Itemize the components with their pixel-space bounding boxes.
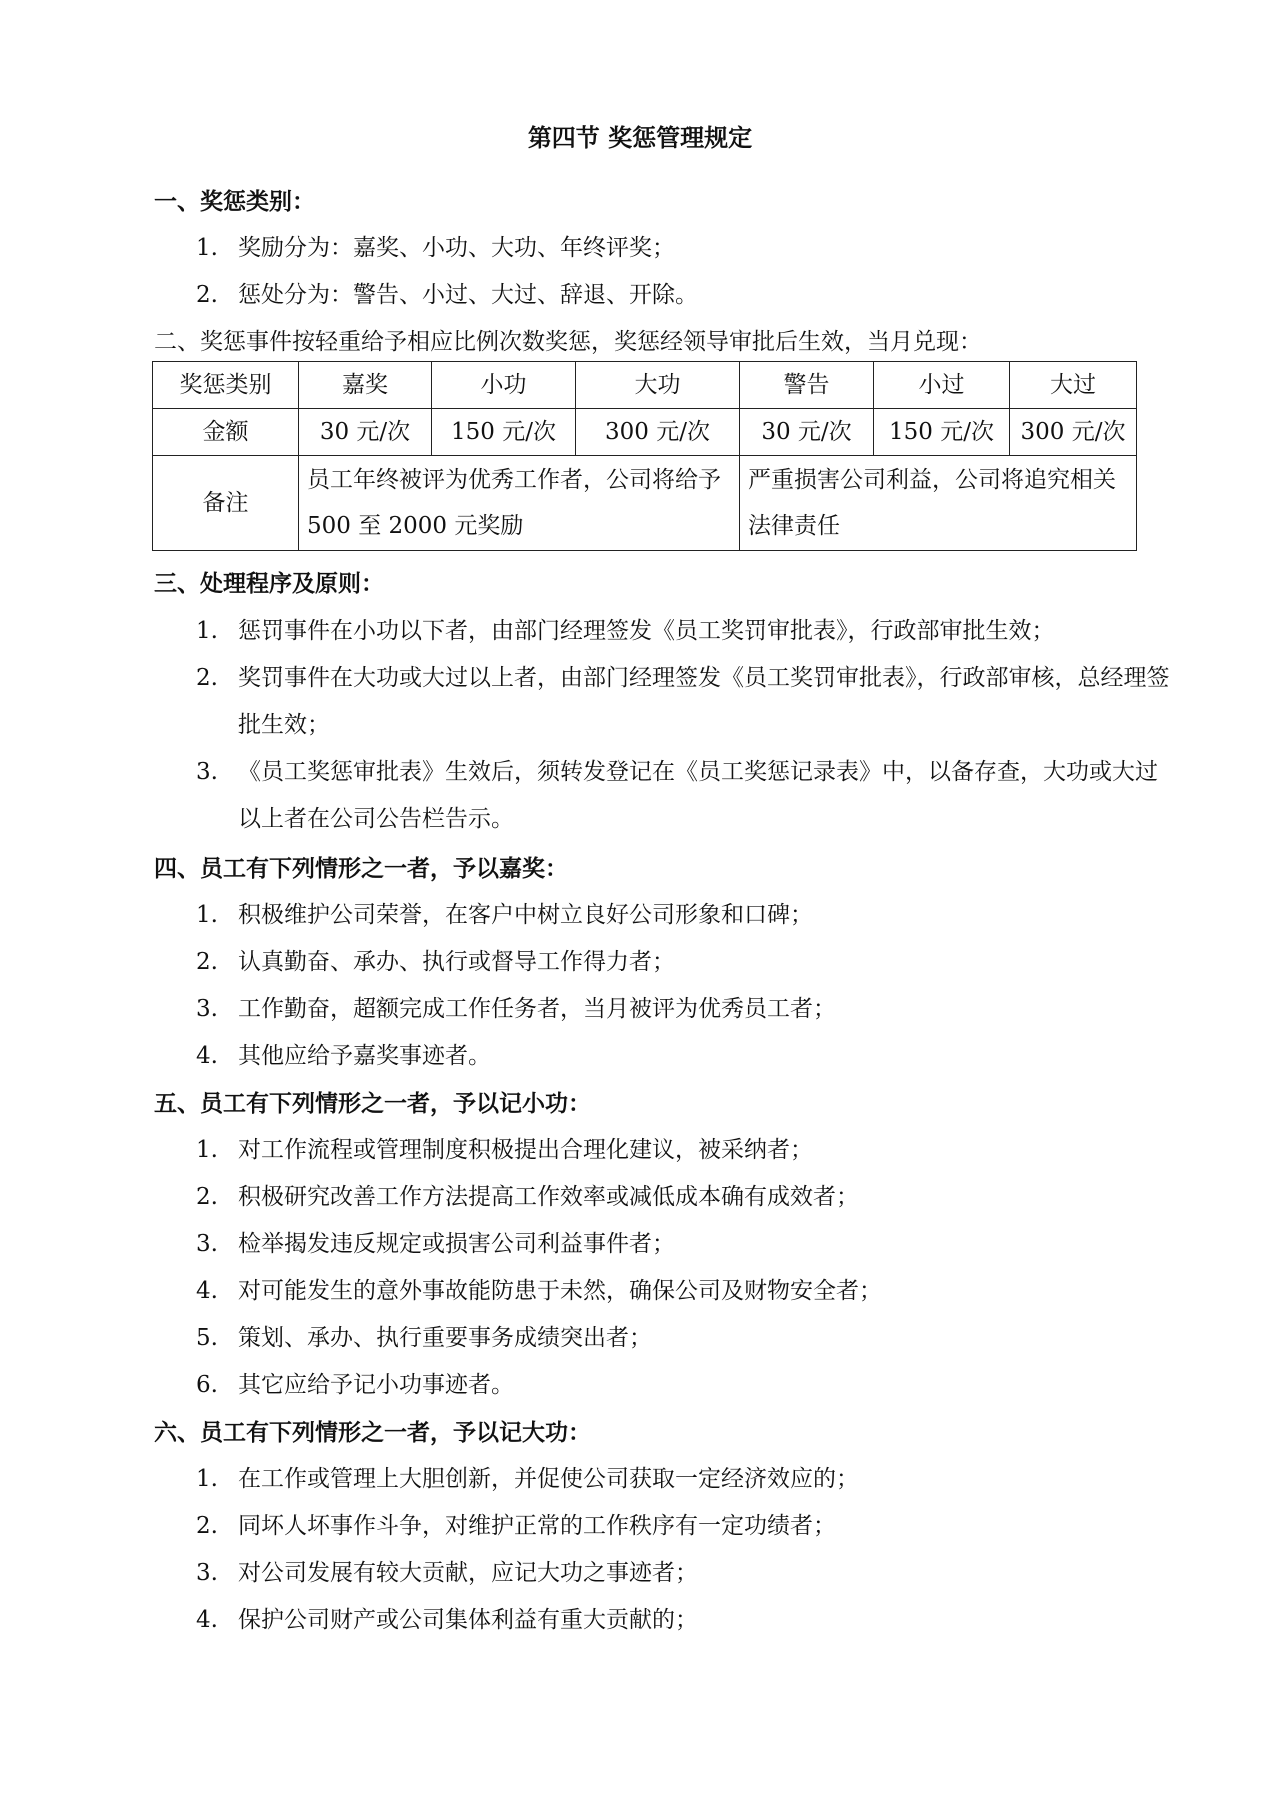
amount-cell: 150 元/次 xyxy=(432,409,576,456)
table-header-cell: 大功 xyxy=(576,362,740,409)
row-label: 备注 xyxy=(153,456,299,551)
row-label: 金额 xyxy=(153,409,299,456)
list-item xyxy=(196,1503,1176,1550)
item-number: 3. xyxy=(196,759,218,785)
amount-cell: 30 元/次 xyxy=(299,409,432,456)
reward-penalty-table xyxy=(152,361,1137,551)
list-item xyxy=(196,608,1176,655)
item-text: 对工作流程或管理制度积极提出合理化建议，被采纳者； xyxy=(238,1137,813,1163)
table-header-cell: 小功 xyxy=(432,362,576,409)
note-penalty-cell: 严重损害公司利益，公司将追究相关法律责任 xyxy=(740,456,1137,551)
list-item xyxy=(196,1033,1176,1080)
list-item xyxy=(196,1268,1176,1315)
list-item xyxy=(196,749,1176,843)
item-number: 5. xyxy=(196,1325,218,1351)
item-text: 在工作或管理上大胆创新，并促使公司获取一定经济效应的； xyxy=(238,1466,859,1492)
item-number: 4. xyxy=(196,1278,218,1304)
item-number: 1. xyxy=(196,618,218,644)
item-number: 1. xyxy=(196,902,218,928)
list-item xyxy=(196,1174,1176,1221)
item-text: 检举揭发违反规定或损害公司利益事件者； xyxy=(238,1231,675,1257)
list-item xyxy=(196,1127,1176,1174)
item-text: 其他应给予嘉奖事迹者。 xyxy=(238,1043,491,1069)
list-item xyxy=(196,225,1176,272)
table-header-cell: 大过 xyxy=(1010,362,1137,409)
item-text: 认真勤奋、承办、执行或督导工作得力者； xyxy=(238,949,675,975)
table-header-cell: 警告 xyxy=(740,362,874,409)
item-text: 惩处分为：警告、小过、大过、辞退、开除。 xyxy=(238,282,698,308)
list-item xyxy=(196,655,1176,749)
item-text: 其它应给予记小功事迹者。 xyxy=(238,1372,514,1398)
amount-cell: 300 元/次 xyxy=(1010,409,1137,456)
item-text: 积极研究改善工作方法提高工作效率或减低成本确有成效者； xyxy=(238,1184,859,1210)
section-heading: 一、奖惩类别： xyxy=(154,189,315,215)
list-item xyxy=(196,1315,1176,1362)
section-heading: 三、处理程序及原则： xyxy=(154,571,384,597)
item-text: 策划、承办、执行重要事务成绩突出者； xyxy=(238,1325,652,1351)
section-heading: 六、员工有下列情形之一者，予以记大功： xyxy=(154,1420,591,1446)
item-number: 2. xyxy=(196,282,218,308)
table-header-row xyxy=(153,362,1137,409)
item-text: 奖励分为：嘉奖、小功、大功、年终评奖； xyxy=(238,235,675,261)
table-header-cell: 嘉奖 xyxy=(299,362,432,409)
item-text: 同坏人坏事作斗争，对维护正常的工作秩序有一定功绩者； xyxy=(238,1513,836,1539)
item-number: 2. xyxy=(196,665,218,691)
item-text: 保护公司财产或公司集体利益有重大贡献的； xyxy=(238,1607,698,1633)
list-item xyxy=(196,986,1176,1033)
item-text: 积极维护公司荣誉，在客户中树立良好公司形象和口碑； xyxy=(238,902,813,928)
item-number: 4. xyxy=(196,1607,218,1633)
list-item xyxy=(196,1597,1176,1644)
table-header-cell: 小过 xyxy=(874,362,1010,409)
item-text: 工作勤奋，超额完成工作任务者，当月被评为优秀员工者； xyxy=(238,996,836,1022)
amount-cell: 30 元/次 xyxy=(740,409,874,456)
page-title: 第四节 奖惩管理规定 xyxy=(527,124,753,152)
section-heading: 五、员工有下列情形之一者，予以记小功： xyxy=(154,1091,591,1117)
amount-cell: 300 元/次 xyxy=(576,409,740,456)
list-item xyxy=(196,272,1176,319)
table-row xyxy=(153,409,1137,456)
list-item xyxy=(196,939,1176,986)
item-number: 1. xyxy=(196,1137,218,1163)
item-text: 惩罚事件在小功以下者，由部门经理签发《员工奖罚审批表》，行政部审批生效； xyxy=(238,618,1055,644)
list-item xyxy=(196,1456,1176,1503)
item-number: 2. xyxy=(196,949,218,975)
item-number: 3. xyxy=(196,996,218,1022)
item-number: 1. xyxy=(196,1466,218,1492)
list-item xyxy=(196,892,1176,939)
amount-cell: 150 元/次 xyxy=(874,409,1010,456)
list-item xyxy=(196,1221,1176,1268)
table-header-cell: 奖惩类别 xyxy=(153,362,299,409)
item-text: 对公司发展有较大贡献，应记大功之事迹者； xyxy=(238,1560,698,1586)
list-item xyxy=(196,1362,1176,1409)
item-text: 《员工奖惩审批表》生效后，须转发登记在《员工奖惩记录表》中，以备存查，大功或大过以上者在公司公告栏告示。 xyxy=(238,759,1158,832)
item-number: 3. xyxy=(196,1560,218,1586)
section-heading: 二、奖惩事件按轻重给予相应比例次数奖惩，奖惩经领导审批后生效，当月兑现： xyxy=(154,329,982,355)
item-number: 3. xyxy=(196,1231,218,1257)
note-reward-cell: 员工年终被评为优秀工作者，公司将给予 500 至 2000 元奖励 xyxy=(299,456,740,551)
item-number: 6. xyxy=(196,1372,218,1398)
item-number: 1. xyxy=(196,235,218,261)
section-heading: 四、员工有下列情形之一者，予以嘉奖： xyxy=(154,856,568,882)
item-text: 奖罚事件在大功或大过以上者，由部门经理签发《员工奖罚审批表》，行政部审核，总经理签批生效； xyxy=(238,665,1170,738)
table-row xyxy=(153,456,1137,551)
item-number: 4. xyxy=(196,1043,218,1069)
item-text: 对可能发生的意外事故能防患于未然，确保公司及财物安全者； xyxy=(238,1278,882,1304)
item-number: 2. xyxy=(196,1513,218,1539)
list-item xyxy=(196,1550,1176,1597)
item-number: 2. xyxy=(196,1184,218,1210)
